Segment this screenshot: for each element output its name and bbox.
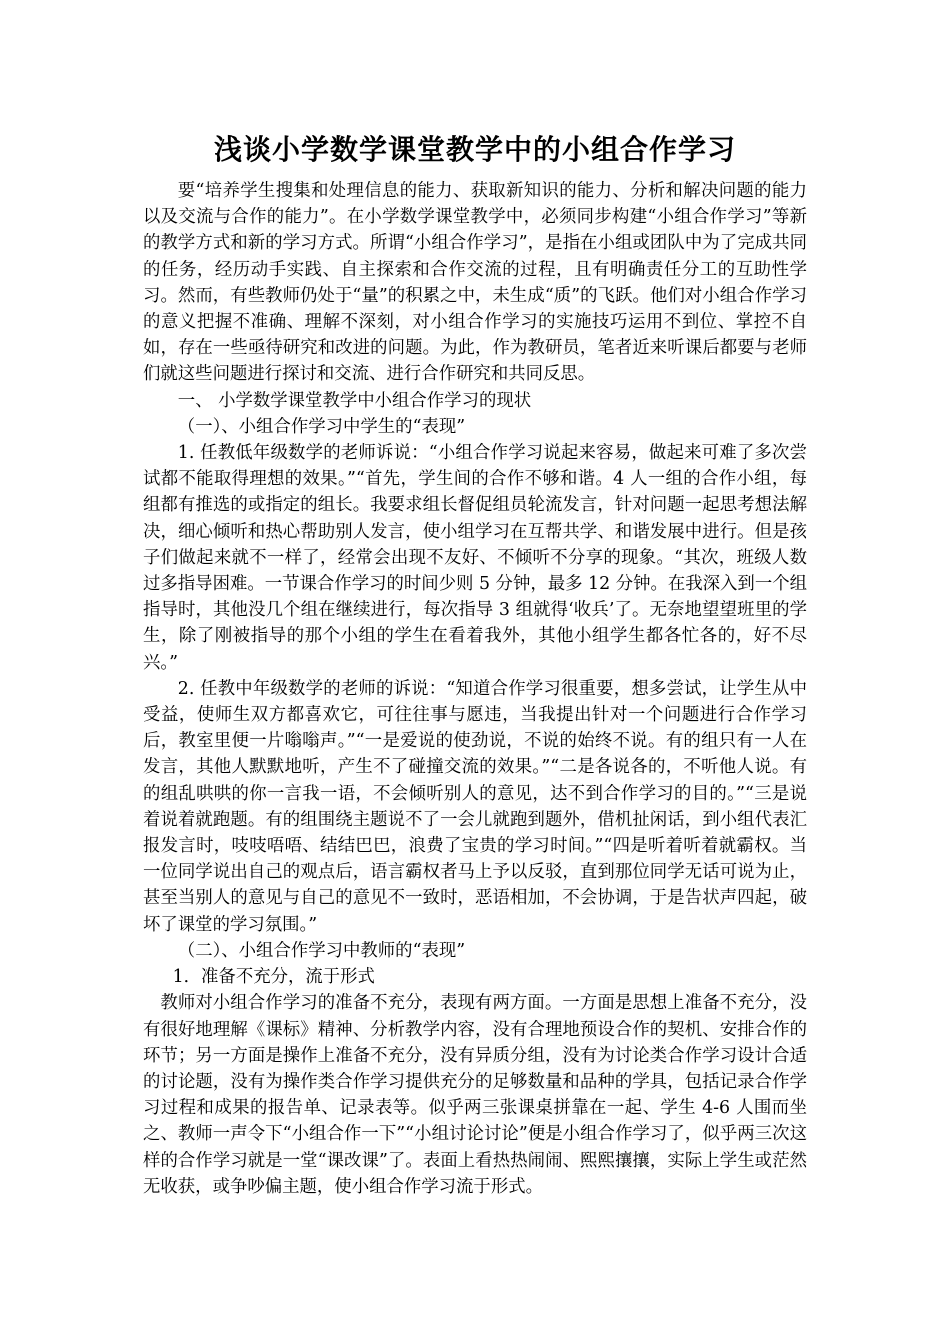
intro-paragraph: 要“培养学生搜集和处理信息的能力、获取新知识的能力、分析和解决问题的能力以及交流与合作的能力”。在小学数学课堂教学中，必须同步构建“小组合作学习”等新的教学方式和新的学习方式。所谓“小组合作学习”，是指在小组或团队中为了完成共同的任务，经历动手实践、自主探索和合作交流的过程，且有明确责任分工的互助性学习。然而，有些教师仍处于“量”的积累之中，未生成“质”的飞跃。他们对小组合作学习的意义把握不准确、理解不深刻，对小组合作学习的实施技巧运用不到位、掌控不自如，存在一些亟待研究和改进的问题。为此，作为教研员，笔者近来听课后都要与老师们就这些问题进行探讨和交流、进行合作研究和共同反思。 xyxy=(143,181,807,385)
subsection-heading-teachers: （二）、小组合作学习中教师的“表现” xyxy=(177,940,466,961)
document-title: 浅谈小学数学课堂教学中的小组合作学习 xyxy=(213,133,736,166)
subsection-heading-students: （一）、小组合作学习中学生的“表现” xyxy=(177,416,466,437)
section-heading-status: 一、 小学数学课堂教学中小组合作学习的现状 xyxy=(177,390,532,411)
point-paragraph-preparation: 教师对小组合作学习的准备不充分，表现有两方面。一方面是思想上准备不充分，没有很好地理解《课标》精神、分析教学内容，没有合理地预设合作的契机、安排合作的环节；另一方面是操作上准备不充分，没有异质分组，没有为讨论类合作学习设计合适的讨论题，没有为操作类合作学习提供充分的足够数量和品种的学具，包括记录合作学习过程和成果的报告单、记录表等。似乎两三张课桌拼靠在一起、学生 4-6 人围而坐之、教师一声令下“小组合作一下”“小组讨论讨论”便是小组合作学习了，似乎两三次这样的合作学习就是一堂“课改课”了。表面上看热热闹闹、熙熙攘攘，实际上学生或茫然无收获，或争吵偏主题，使小组合作学习流于形式。 xyxy=(143,993,807,1197)
item-paragraph-lower-grade: 1. 任教低年级数学的老师诉说：“小组合作学习说起来容易，做起来可难了多次尝试都不能取得理想的效果。”“首先，学生间的合作不够和谐。4 人一组的合作小组，每组都有推选的或指定的组长。我要求组长督促组员轮流发言，针对问题一起思考想法解决，细心倾听和热心帮助别人发言，使小组学习在互帮共学、和谐发展中进行。但是孩子们做起来就不一样了，经常会出现不友好、不倾听不分享的现象。“其次，班级人数过多指导困难。一节课合作学习的时间少则 5 分钟，最多 12 分钟。在我深入到一个组指导时，其他没几个组在继续进行，每次指导 3 组就得‘收兵’了。无奈地望望班里的学生，除了刚被指导的那个小组的学生在看着我外，其他小组学生都各忙各的，好不尽兴。” xyxy=(143,443,807,673)
point-heading-preparation: 1．准备不充分，流于形式 xyxy=(172,967,375,988)
item-paragraph-middle-grade: 2. 任教中年级数学的老师的诉说：“知道合作学习很重要，想多尝试，让学生从中受益，使师生双方都喜欢它，可往往事与愿违，当我提出针对一个问题进行合作学习后，教室里便一片嗡嗡声。”“一是爱说的使劲说，不说的始终不说。有的组只有一人在发言，其他人默默地听，产生不了碰撞交流的效果。”“二是各说各的，不听他人说。有的组乱哄哄的你一言我一语，不会倾听别人的意见，达不到合作学习的目的。”“三是说着说着就跑题。有的组围绕主题说不了一会儿就跑到题外，借机扯闲话，到小组代表汇报发言时，吱吱唔唔、结结巴巴，浪费了宝贵的学习时间。”“四是听着听着就霸权。当一位同学说出自己的观点后，语言霸权者马上予以反驳，直到那位同学无话可说为止，甚至当别人的意见与自己的意见不一致时，恶语相加，不会协调，于是告状声四起，破坏了课堂的学习氛围。” xyxy=(143,678,807,935)
document-page xyxy=(143,128,807,1200)
